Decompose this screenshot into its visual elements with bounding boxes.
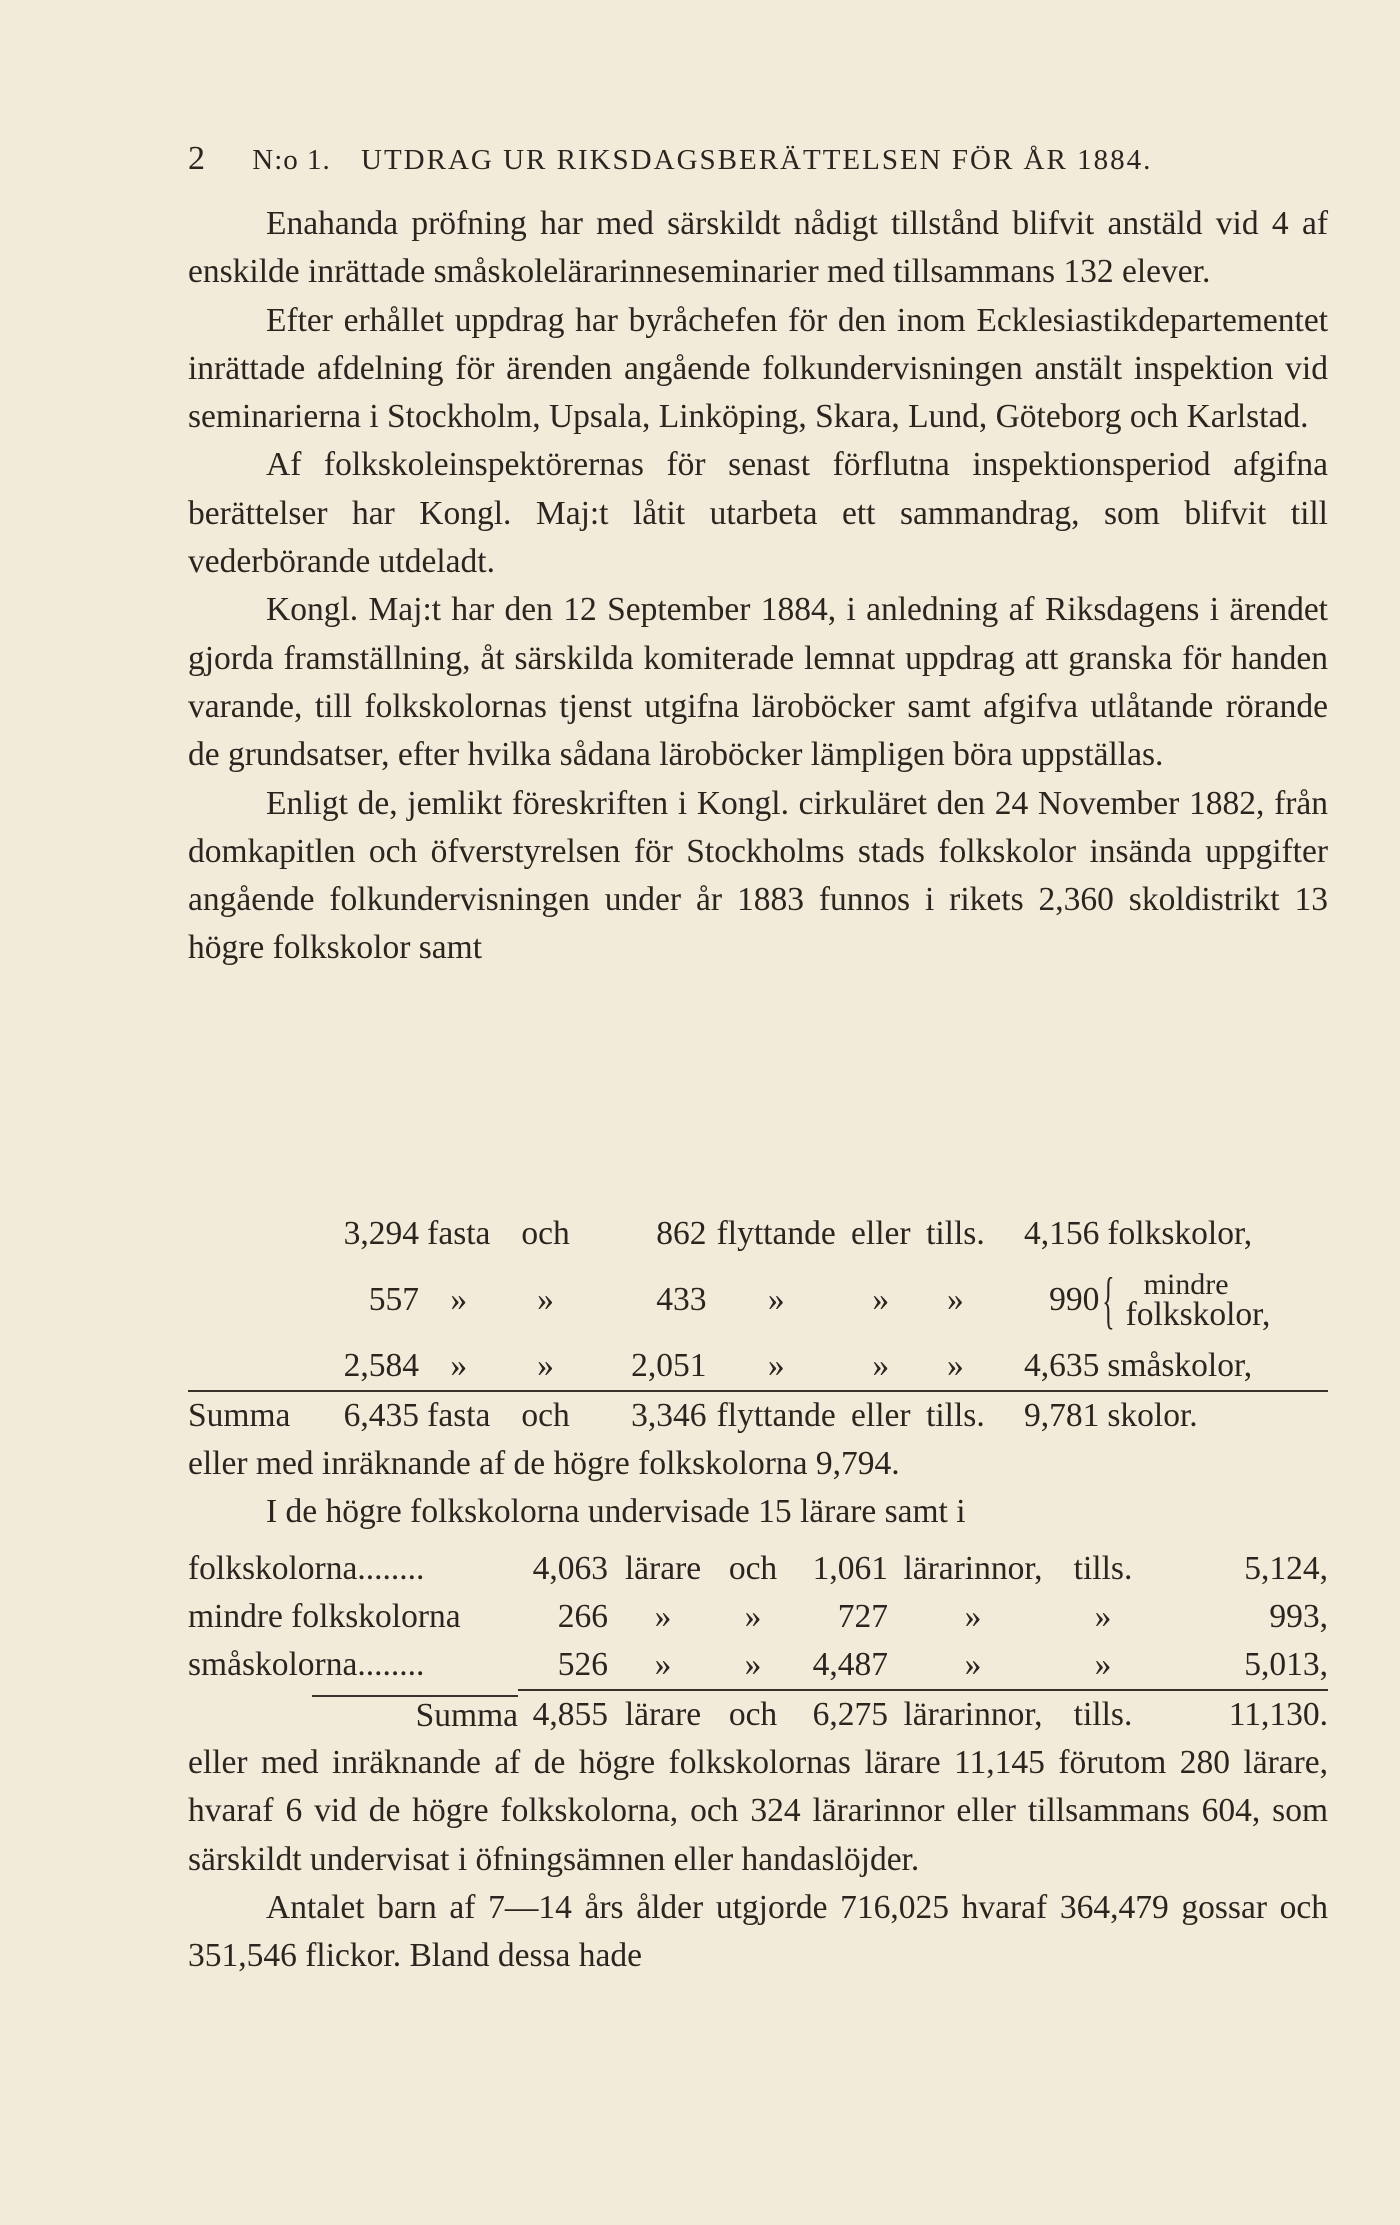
kind-cell <box>1099 1258 1328 1342</box>
sum-label: Summa <box>188 1391 290 1440</box>
word-cell: » <box>450 1281 468 1318</box>
table-row <box>188 1593 1328 1641</box>
kind-cell: folkskolor, <box>1107 1215 1253 1252</box>
kind-line: mindre <box>1143 1268 1229 1301</box>
larare-cell: 4,063 <box>532 1550 608 1587</box>
word-cell: flyttande <box>706 1391 845 1440</box>
running-title: UTDRAG UR RIKSDAGSBERÄTTELSEN FÖR ÅR 1884. <box>361 144 1153 176</box>
label-text: folkskolorna <box>188 1550 358 1587</box>
fasta-cell: 2,584 <box>343 1347 420 1384</box>
word-cell: tills. <box>916 1391 995 1440</box>
table-row <box>188 1210 1328 1258</box>
word-cell: » <box>964 1598 982 1635</box>
body-text-top <box>188 200 1328 973</box>
word-cell: tills. <box>926 1215 985 1252</box>
word-cell: tills. <box>1073 1550 1133 1587</box>
row-label <box>188 1545 518 1593</box>
total-cell: 5,124, <box>1244 1550 1328 1587</box>
page-number: 2 <box>188 140 206 177</box>
running-header <box>188 140 1328 178</box>
total-cell: 5,013, <box>1244 1646 1328 1683</box>
table-row <box>188 1641 1328 1690</box>
table-row <box>188 1342 1328 1391</box>
total-cell: 990 <box>1049 1281 1100 1318</box>
larare-cell: 526 <box>557 1646 608 1683</box>
paragraph: Enligt de, jemlikt föreskriften i Kongl. cirkuläret den 24 November 1882, från domkapitlen och öfverstyrelsen för Stockholms stads folkskolor insända uppgifter angående folkundervisningen under år 1883 funnos i rikets 2,360 skoldistrikt 13 högre folkskolor samt <box>188 784 1328 967</box>
flyttande-cell: 433 <box>656 1281 707 1318</box>
flyttande-cell: 2,051 <box>631 1347 707 1384</box>
total-cell: 4,635 <box>1024 1347 1100 1384</box>
word-cell: » <box>450 1347 468 1384</box>
sum-label <box>188 1690 518 1739</box>
word-cell: lärarinnor, <box>903 1550 1043 1587</box>
label-text: småskolorna <box>188 1646 358 1683</box>
word-cell: » <box>537 1347 554 1384</box>
leader-dots: ........ <box>357 1550 425 1587</box>
word-cell: » <box>654 1598 672 1635</box>
table-row <box>188 1545 1328 1593</box>
schools-table <box>188 1210 1328 1440</box>
table-row <box>188 1258 1328 1342</box>
kind-cell: småskolor, <box>1107 1347 1253 1384</box>
word-cell: » <box>744 1598 762 1635</box>
total-cell: 11,130. <box>1148 1690 1328 1739</box>
word-cell: » <box>1094 1646 1112 1683</box>
kind-two-line <box>1125 1268 1271 1333</box>
larinnor-cell: 1,061 <box>812 1550 888 1587</box>
word-cell: » <box>964 1646 982 1683</box>
word-cell: och <box>499 1391 593 1440</box>
larinnor-cell: 4,487 <box>812 1646 888 1683</box>
sum-row <box>188 1690 1328 1739</box>
fasta-cell: 3,294 <box>343 1215 420 1252</box>
paragraph: Efter erhållet uppdrag har byråchefen för den inom Ecklesiastikdepartementet inrättade afdelning för ärenden angående folkundervisningen anstält inspektion vid seminarierna i Stockholm, Upsala, Linköping, Skara, Lund, Göteborg och Karlstad. <box>188 301 1328 436</box>
flyttande-cell: 862 <box>656 1215 707 1252</box>
paragraph: Af folkskoleinspektörernas för senast förflutna inspektionsperiod afgifna berättelser har Kongl. Maj:t låtit utarbeta ett sammandrag, som blifvit till vederbörande utdeladt. <box>188 446 1328 581</box>
word-cell: » <box>767 1347 785 1384</box>
leader-dots: ........ <box>357 1646 425 1683</box>
brace-glyph: { <box>1102 1264 1115 1335</box>
schools-table-block <box>188 1210 1328 1537</box>
word-cell: » <box>872 1347 890 1384</box>
word-cell: » <box>537 1281 554 1318</box>
word-cell: tills. <box>1058 1690 1148 1739</box>
total-cell: 4,156 <box>1024 1215 1100 1252</box>
word-cell: » <box>872 1281 890 1318</box>
word-cell: eller <box>851 1215 911 1252</box>
flyttande-cell: 3,346 <box>592 1391 706 1440</box>
total-cell: 993, <box>1269 1598 1328 1635</box>
word-cell: » <box>1094 1598 1112 1635</box>
larinnor-cell: 6,275 <box>788 1690 888 1739</box>
word-cell: flyttande <box>716 1215 836 1252</box>
word-cell: » <box>947 1281 964 1318</box>
word-cell: fasta <box>427 1215 491 1252</box>
sum-row <box>188 1391 1328 1440</box>
sum-label-text: Summa <box>312 1695 518 1735</box>
label-text: mindre folkskolorna <box>188 1598 461 1635</box>
fasta-cell: 557 <box>368 1281 420 1318</box>
kind-cell: skolor. <box>1099 1391 1328 1440</box>
paragraph: eller med inräknande af de högre folkskolorna 9,794. <box>188 1445 900 1482</box>
kind-line: folkskolor, <box>1125 1296 1271 1333</box>
paragraph: I de högre folkskolorna undervisade 15 lärare samt i <box>266 1493 966 1531</box>
paragraph: Antalet barn af 7—14 års ålder utgjorde 716,025 hvaraf 364,479 gossar och 351,546 flickor. Bland dessa hade <box>188 1888 1328 1975</box>
word-cell: » <box>947 1347 964 1384</box>
paragraph: eller med inräknande af de högre folkskolornas lärare 11,145 förutom 280 lärare, hvaraf 6 vid de högre folkskolorna, och 324 lärarinnor eller tillsammans 604, som särskildt undervisat i öfningsämnen eller handaslöjder. <box>188 1744 1328 1878</box>
word-cell: » <box>767 1281 785 1318</box>
paragraph: Kongl. Maj:t har den 12 September 1884, i anledning af Riksdagens i ärendet gjorda framställning, åt särskilda komiterade lemnat uppdrag att granska för handen varande, till folkskolornas tjenst utgifna läroböcker samt afgifva utlåtande rörande de grundsatser, efter hvilka sådana läroböcker lämpligen böra uppställas. <box>188 591 1328 774</box>
word-cell: lärare <box>608 1690 718 1739</box>
word-cell: » <box>744 1646 762 1683</box>
word-cell: fasta <box>419 1391 499 1440</box>
larare-cell: 4,855 <box>518 1690 608 1739</box>
word-cell: och <box>728 1550 778 1587</box>
larare-cell: 266 <box>557 1598 608 1635</box>
teachers-table <box>188 1545 1328 1739</box>
total-cell: 9,781 <box>995 1391 1099 1440</box>
word-cell: eller <box>846 1391 916 1440</box>
word-cell: och <box>521 1215 570 1252</box>
larinnor-cell: 727 <box>837 1598 888 1635</box>
fasta-cell: 6,435 <box>290 1391 419 1440</box>
word-cell: och <box>718 1690 788 1739</box>
word-cell: lärarinnor, <box>888 1690 1058 1739</box>
issue-number: N:o 1. <box>252 144 331 176</box>
word-cell: lärare <box>624 1550 702 1587</box>
row-label <box>188 1593 518 1641</box>
teachers-table-block <box>188 1545 1328 1980</box>
paragraph: Enahanda pröfning har med särskildt nådigt tillstånd blifvit anstäld vid 4 af enskilde inrättade småskolelärarinneseminarier med tillsammans 132 elever. <box>188 205 1328 291</box>
row-label <box>188 1641 518 1690</box>
word-cell: » <box>654 1646 672 1683</box>
